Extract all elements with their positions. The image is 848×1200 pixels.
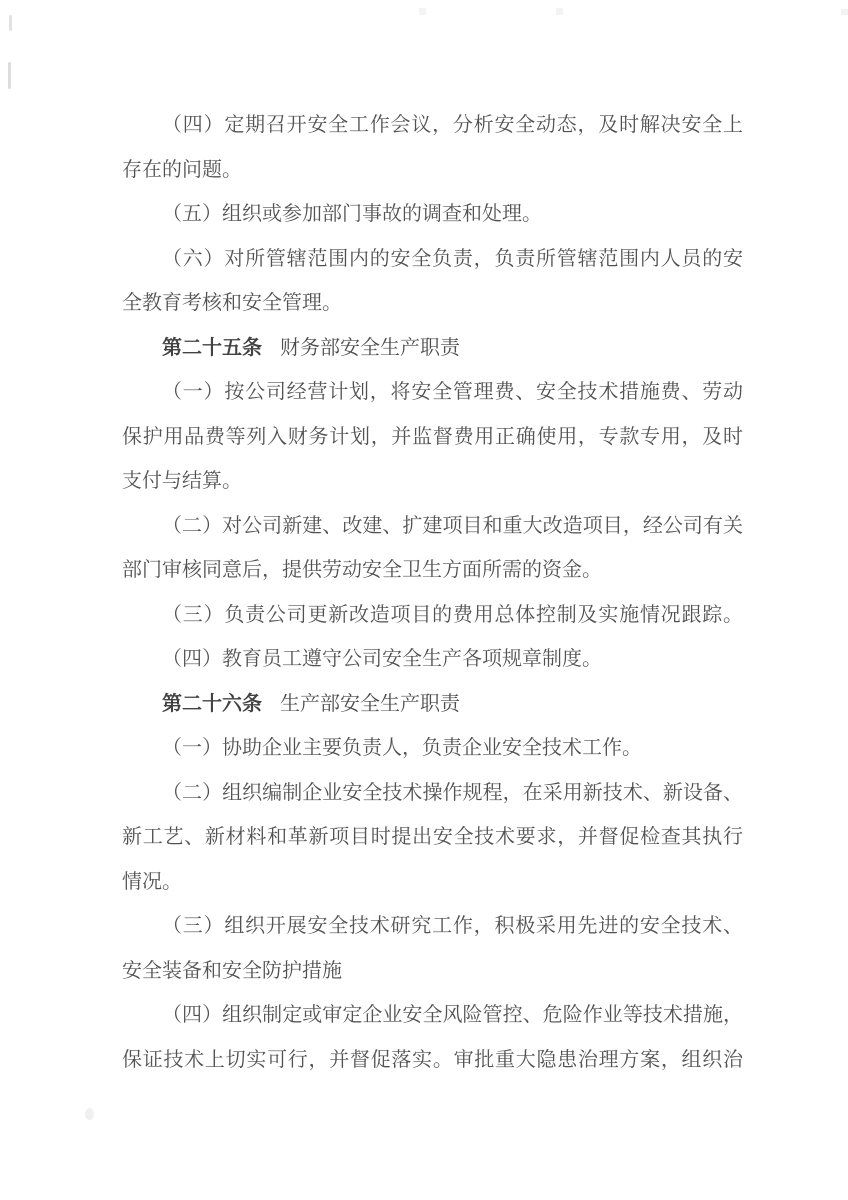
scan-artifact — [8, 62, 11, 89]
text-line: （二）组织编制企业安全技术操作规程，在采用新技术、新设备、 — [162, 781, 743, 804]
article-title: 财务部安全生产职责 — [280, 336, 460, 359]
article-number: 第二十五条 — [162, 336, 262, 359]
article-heading — [122, 682, 743, 727]
text-line: 保护用品费等列入财务计划，并监督费用正确使用，专款专用，及时 — [122, 425, 743, 448]
text-line: 保证技术上切实可行，并督促落实。审批重大隐患治理方案，组织治 — [122, 1048, 743, 1071]
article-number: 第二十六条 — [162, 692, 262, 715]
text-line: （三）组织开展安全技术研究工作，积极采用先进的安全技术、 — [162, 915, 743, 937]
text-line: （一）按公司经营计划，将安全管理费、安全技术措施费、劳动 — [162, 381, 743, 403]
scan-artifact — [556, 8, 563, 15]
text-line: （四）教育员工遵守公司安全生产各项规章制度。 — [162, 648, 602, 670]
article-heading — [122, 326, 743, 371]
scan-artifact — [841, 9, 848, 15]
article-title: 生产部安全生产职责 — [280, 692, 460, 715]
scan-artifact — [419, 8, 426, 15]
text-line: （二）对公司新建、改建、扩建项目和重大改造项目，经公司有关 — [162, 514, 743, 537]
text-line: （三）负责公司更新改造项目的费用总体控制及实施情况跟踪。 — [162, 603, 743, 626]
text-line: 安全装备和安全防护措施 — [122, 959, 342, 982]
text-line: （四）组织制定或审定企业安全风险管控、危险作业等技术措施， — [162, 1004, 743, 1026]
scan-artifact — [85, 1108, 94, 1120]
text-line: 全教育考核和安全管理。 — [122, 292, 342, 314]
text-line: 情况。 — [122, 870, 182, 893]
text-line: （四）定期召开安全工作会议，分析安全动态，及时解决安全上 — [162, 114, 743, 136]
text-line: （六）对所管辖范围内的安全负责，负责所管辖范围内人员的安 — [162, 247, 743, 270]
scan-artifact — [9, 15, 12, 31]
text-line: 新工艺、新材料和革新项目时提出安全技术要求，并督促检查其执行 — [122, 826, 743, 848]
text-line: 支付与结算。 — [122, 470, 242, 492]
text-line: （五）组织或参加部门事故的调查和处理。 — [162, 203, 542, 225]
document-body — [122, 103, 743, 1082]
text-line: 存在的问题。 — [122, 158, 242, 181]
text-line: （一）协助企业主要负责人，负责企业安全技术工作。 — [162, 737, 642, 759]
text-line: 部门审核同意后，提供劳动安全卫生方面所需的资金。 — [122, 559, 602, 581]
